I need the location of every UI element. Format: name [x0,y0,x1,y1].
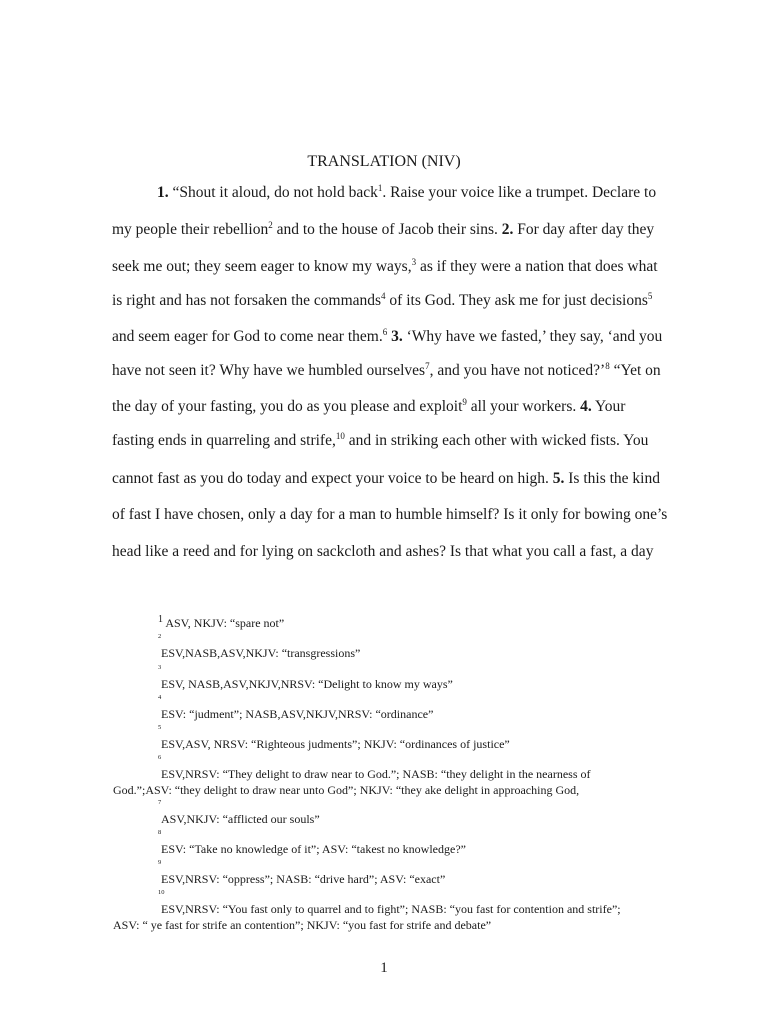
footnote-text: ASV,NKJV: “afflicted our souls” [161,812,320,826]
body-line [157,184,656,202]
body-line [112,470,660,488]
body-line [112,221,654,239]
body-text-segment: and in striking each other with wicked fists. You [344,432,649,449]
footnote-number: 2 [158,633,162,640]
body-line [112,432,648,450]
body-text-segment: of fast I have chosen, only a day for a man to humble himself? Is it only for bowing one’s [112,506,668,523]
footnote-text: ESV,ASV, NRSV: “Righteous judments”; NKJV: “ordinances of justice” [161,737,510,751]
verse-number: 4. [580,398,592,415]
body-text-segment: “Yet on [609,362,661,379]
footnote-number: 5 [158,724,162,731]
footnote-number: 7 [158,799,162,806]
footnote-ref: 10 [335,430,345,441]
footnote-number: 3 [158,664,162,671]
verse-number: 2. [501,221,514,238]
document-title: TRANSLATION (NIV) [307,153,461,170]
footnote-ref: 8 [605,360,610,371]
body-text-segment: head like a reed and for lying on sackcloth and ashes? Is that what you call a fast, a day [112,543,654,560]
footnote-ref: 9 [462,396,467,407]
footnote-number: 8 [158,829,162,836]
body-text-segment: . Raise your voice like a trumpet. Declare to [382,184,657,201]
footnote-ref: 3 [411,256,417,267]
footnote-number: 1 [158,614,163,625]
body-line [112,506,667,524]
footnote-text: ASV, NKJV: “spare not” [165,616,285,630]
footnote-text: ESV,NRSV: “You fast only to quarrel and to fight”; NASB: “you fast for contention and strife”; [161,902,621,916]
footnote-number: 6 [158,754,162,761]
body-text-segment: seek me out; they seem eager to know my ways, [112,258,412,275]
footnote-ref: 5 [647,290,653,301]
footnote-number: 4 [158,694,162,701]
body-text-segment: “Shout it aloud, do not hold back [168,184,378,201]
footnote-text: ESV,NASB,ASV,NKJV: “transgressions” [161,646,361,660]
body-text-segment: my people their rebellion [112,221,269,238]
footnote-text: ESV,NRSV: “They delight to draw near to God.”; NASB: “they delight in the nearness of [161,767,591,781]
verse-number: 1. [157,184,169,201]
body-text-segment: , and you have not noticed?’ [429,362,606,379]
footnote-text: ESV, NASB,ASV,NKJV,NRSV: “Delight to know my ways” [161,677,453,691]
page-number: 1 [380,960,388,976]
body-text-segment: all your workers. [466,398,581,415]
body-line [112,543,653,561]
body-text-segment: Your [591,398,626,415]
footnote-text: ESV,NRSV: “oppress”; NASB: “drive hard”; ASV: “exact” [161,872,446,886]
footnote-ref: 1 [377,182,383,193]
body-text-segment: fasting ends in quarreling and strife, [112,432,336,449]
footnote-text: God.”;ASV: “they delight to draw near unto God”; NKJV: “they ake delight in approaching God, [113,783,580,797]
body-text-segment: For day after day they [513,221,655,238]
body-text-segment: is right and has not forsaken the commands [112,292,382,309]
body-text-segment: and to the house of Jacob their sins. [272,221,502,238]
footnote-ref: 7 [425,360,430,371]
footnote-text: ESV: “judment”; NASB,ASV,NKJV,NRSV: “ordinance” [161,707,434,721]
body-text-segment: and seem eager for God to come near them. [112,328,383,345]
footnote-text: ESV: “Take no knowledge of it”; ASV: “takest no knowledge?” [161,842,466,856]
verse-number: 5. [552,470,565,487]
body-text-segment: ‘Why have we fasted,’ they say, ‘and you [402,328,663,345]
body-line [112,328,662,346]
footnote-ref: 2 [268,219,273,230]
body-text-segment: Is this the kind [564,470,660,487]
body-line [112,258,658,276]
footnote-ref: 6 [382,326,388,337]
footnote-text: ASV: “ ye fast for strife an contention”; NKJV: “you fast for strife and debate” [113,918,492,932]
footnote-number: 9 [158,859,162,866]
footnote-number: 10 [158,889,165,896]
footnote [158,616,284,631]
body-line [112,292,652,310]
body-text-segment: have not seen it? Why have we humbled ourselves [112,362,426,379]
body-text-segment: the day of your fasting, you do as you please and exploit [112,398,463,415]
body-line [112,362,661,380]
body-line [112,398,625,416]
body-text-segment: as if they were a nation that does what [416,258,658,275]
verse-number: 3. [391,328,403,345]
body-text-segment: of its God. They ask me for just decisions [385,292,648,309]
footnote-ref: 4 [381,290,386,301]
body-text-segment: cannot fast as you do today and expect your voice to be heard on high. [112,470,553,487]
